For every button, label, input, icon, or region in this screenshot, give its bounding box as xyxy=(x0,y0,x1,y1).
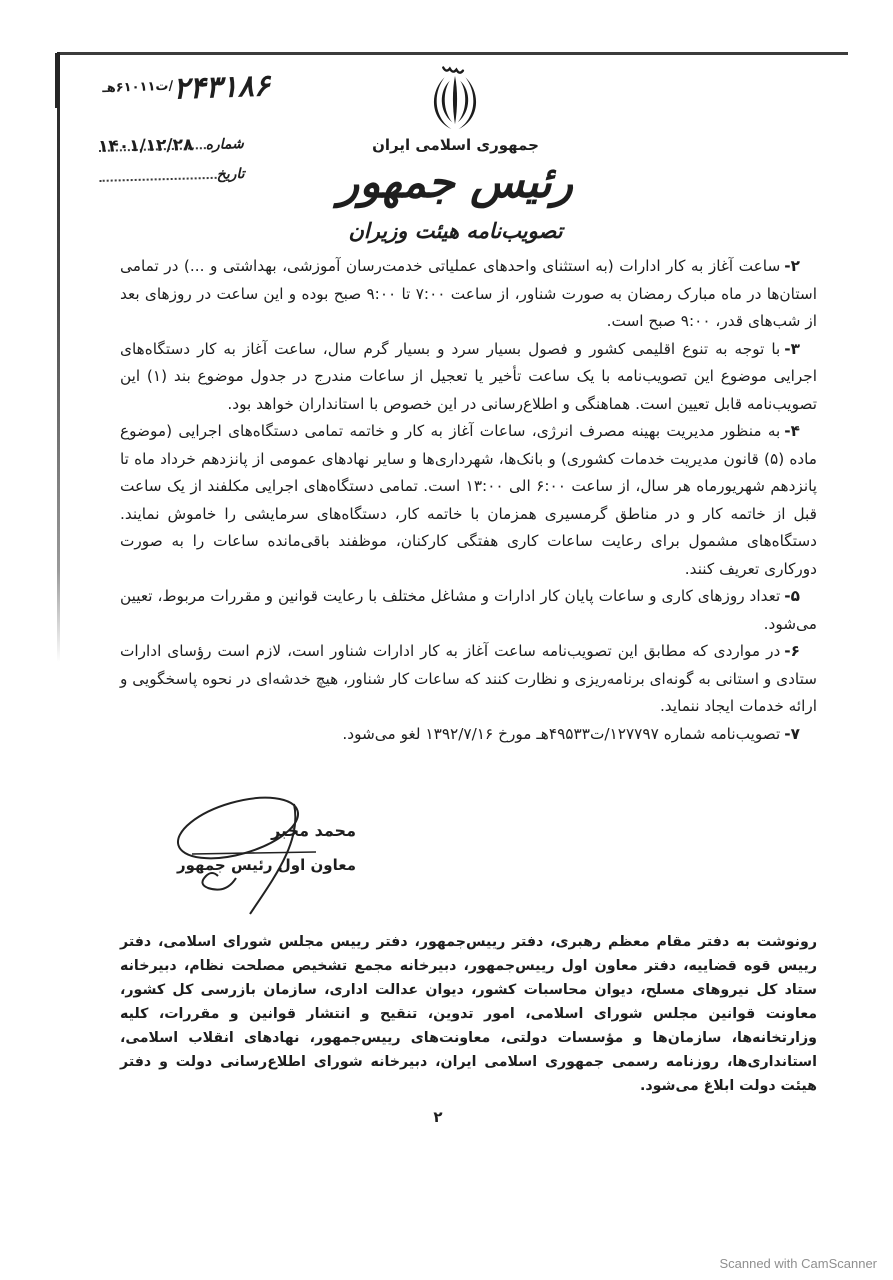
paragraph-7-text: تصویب‌نامه شماره ۱۲۷۷۹۷/ت۴۹۵۳۳هـ مورخ ۱۳۹۲/۷/۱۶ لغو می‌شود. xyxy=(342,724,781,743)
stamp-date-label: تاریخ xyxy=(216,166,245,183)
paragraph-2-text: ساعت آغاز به کار ادارات (به استثنای واحدهای عملیاتی خدمت‌رسان آموزشی، بهداشتی و ...) در تمامی استان‌ها در ماه مبارک رمضان به صورت شناور، از ساعت ۷:۰۰ تا ۹:۰۰ صبح بوده و این ساعت در روزهای بعد از شب‌های قدر، ۹:۰۰ صبح است. xyxy=(120,257,817,330)
scan-top-border-line xyxy=(57,52,848,55)
paragraph-5 xyxy=(120,583,817,638)
registration-number-main: ۲۴۳۱۸۶ xyxy=(172,68,271,107)
signature-scribble xyxy=(166,786,416,921)
stamp-date-value: ۱۴۰۱/۱۲/۲۸ xyxy=(97,135,194,157)
camscanner-watermark: Scanned with CamScanner xyxy=(719,1256,877,1271)
paragraph-4-text: به منظور مدیریت بهینه مصرف انرژی، ساعات آغاز به کار و خاتمه تمامی دستگاه‌های اجرایی (موضوع ماده (۵) قانون مدیریت خدمات کشوری) و بانک‌ها، شهرداری‌ها و سایر نهادهای عمومی از پانزدهم خرداد ماه تا پانزدهم شهریورماه هر سال، از ساعت ۶:۰۰ الی ۱۳:۰۰ است. تمامی دستگاه‌های اجرایی مکلفند از یک ساعت قبل از خاتمه کار و در مناطق گرمسیری همزمان با خاتمه کار، دستگاه‌های سرمایشی را خاموش نمایند. دستگاه‌های مشمول برای رعایت ساعات کاری هفتگی کارکنان، موظفند باقی‌مانده ساعات را به صورت دورکاری تعریف کنند. xyxy=(120,422,818,578)
paragraph-7-number: ۷- xyxy=(784,724,800,743)
stamp-number-label: شماره xyxy=(205,136,244,154)
letterhead-document-type: تصویب‌نامه هیئت وزیران xyxy=(348,219,563,243)
iran-national-emblem-icon xyxy=(423,62,487,134)
paragraph-3-number: ۳- xyxy=(784,339,800,358)
paragraph-2 xyxy=(120,253,817,336)
signature-title: معاون اول رئیس جمهور xyxy=(176,856,356,874)
paragraph-6-number: ۶- xyxy=(784,642,800,660)
paragraph-7 xyxy=(120,721,817,749)
paragraph-4 xyxy=(120,418,817,583)
paragraph-2-number: ۲- xyxy=(784,257,800,275)
distribution-list: رونوشت به دفتر مقام معظم رهبری، دفتر رییس‌جمهور، دفتر رییس مجلس شورای اسلامی، دفتر رییس قوه قضاییه، دفتر معاون اول رییس‌جمهور، دبیرخانه مجمع تشخیص مصلحت نظام، دبیرخانه ستاد کل نیروهای مسلح، دیوان محاسبات کشور، دیوان عدالت اداری، سازمان بازرسی کل کشور، معاونت قوانین مجلس شورای اسلامی، امور تدوین، تنقیح و انتشار قوانین و مقررات، کلیه وزارتخانه‌ها، سازمان‌ها و مؤسسات دولتی، معاونت‌های رییس‌جمهور، نهادهای انقلاب اسلامی، استانداری‌ها، روزنامه رسمی جمهوری اسلامی ایران، دبیرخانه شورای اطلاع‌رسانی دولت و دفتر هیئت دولت ابلاغ می‌شود. xyxy=(120,934,817,1094)
paragraph-5-text: تعداد روزهای کاری و ساعات پایان کار ادارات و مشاغل مختلف با رعایت قوانین و مقررات مربوط، تعیین می‌شود. xyxy=(120,587,817,633)
paragraph-3 xyxy=(120,336,817,419)
signature-name: محمد مخبر xyxy=(271,821,356,840)
paragraph-5-number: ۵- xyxy=(784,587,800,605)
page-number: ۲ xyxy=(433,1108,443,1126)
paragraph-6 xyxy=(120,638,817,721)
resolution-body xyxy=(120,253,817,748)
paragraph-4-number: ۴- xyxy=(784,422,800,440)
paragraph-6-text: در مواردی که مطابق این تصویب‌نامه ساعت آغاز به کار ادارات شناور است، لازم است رؤسای ادارات ستادی و استانی به گونه‌ای برنامه‌ریزی و نظارت کنند که ساعات کار شناور، هیچ خدشه‌ای در نحوه پاسخگویی و ارائه خدمات ایجاد ننماید. xyxy=(120,642,817,715)
registration-number-suffix: /ت۶۱۰۱۱هـ xyxy=(102,78,174,97)
letterhead-country: جمهوری اسلامی ایران xyxy=(372,136,539,154)
registration-number xyxy=(57,68,270,110)
paragraph-3-text: با توجه به تنوع اقلیمی کشور و فصول بسیار سرد و بسیار گرم سال، ساعت آغاز به کار دستگاه‌های اجرایی موضوع این تصویب‌نامه با یک ساعت تأخیر یا تعجیل از ساعات مندرج در جدول موضوع بند (۱) این تصویب‌نامه قابل تعیین است. هماهنگی و اطلاع‌رسانی در این خصوص با استانداران خواهد بود. xyxy=(120,339,817,413)
letterhead-office-title: رئیس جمهور xyxy=(337,157,574,208)
